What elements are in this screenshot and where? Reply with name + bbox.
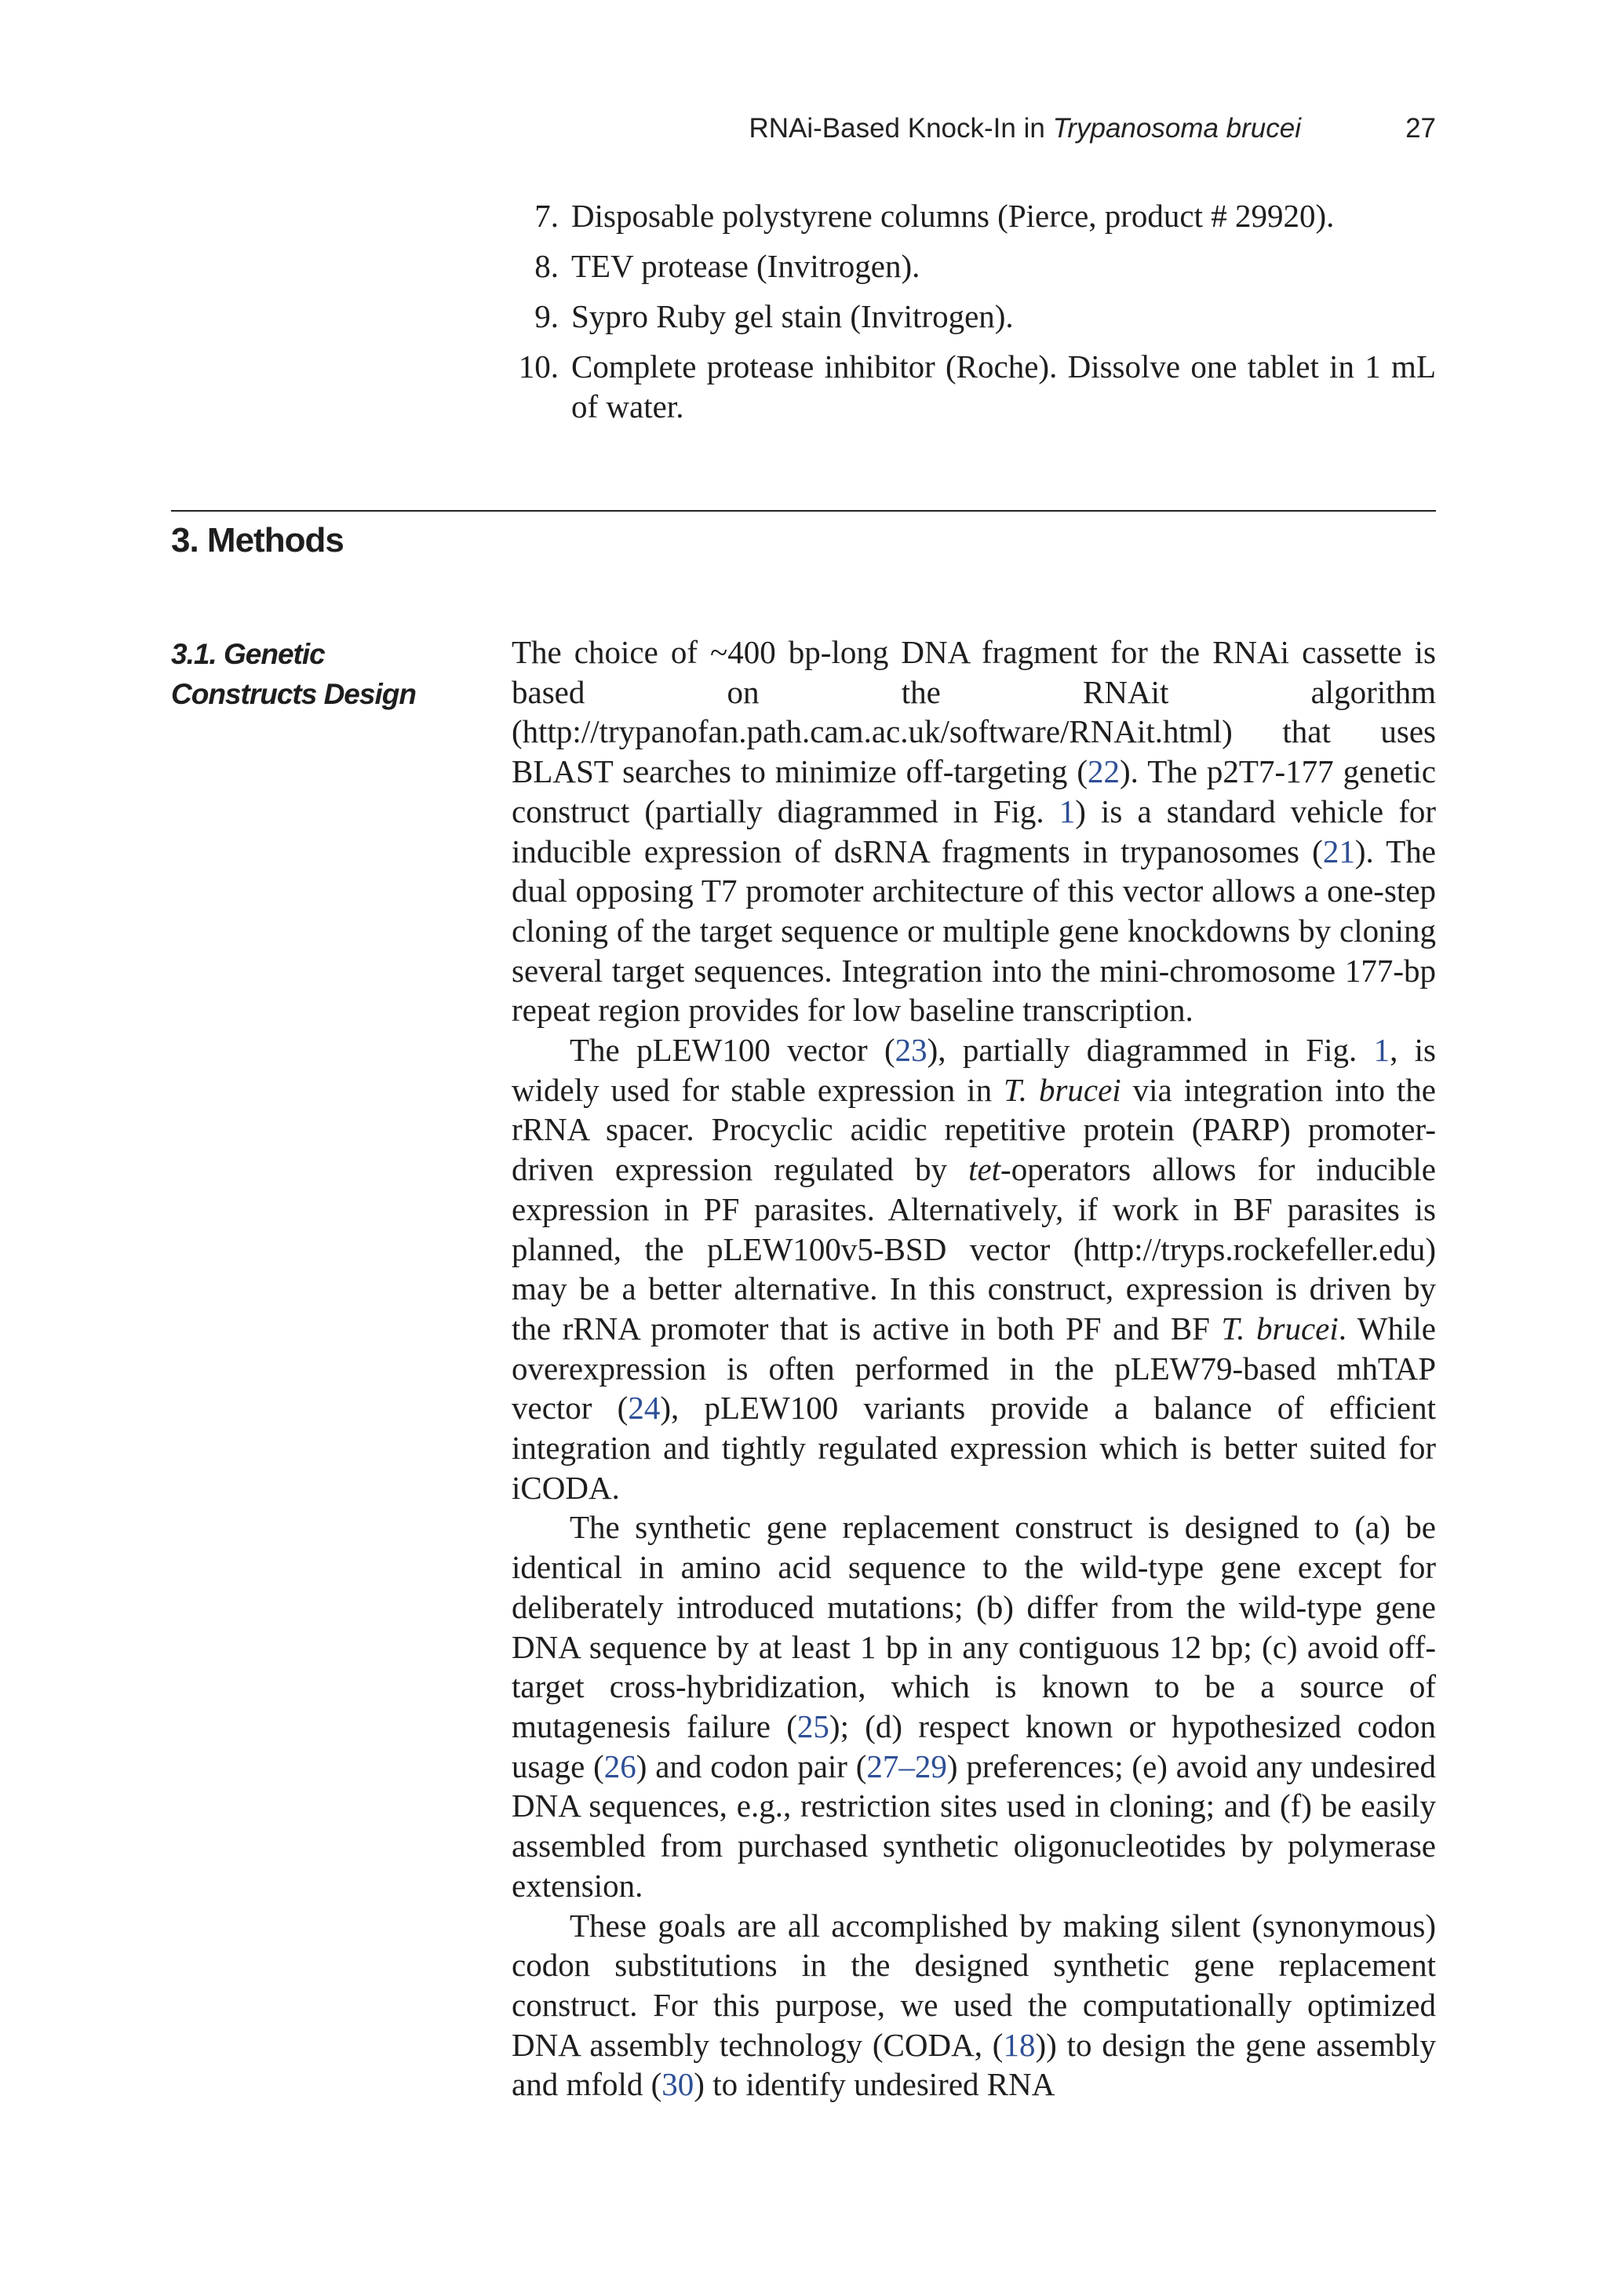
list-item	[508, 297, 1436, 337]
list-item-text: Complete protease inhibitor (Roche). Dissolve one tablet in 1 mL of water.	[571, 348, 1436, 425]
citation-link[interactable]: 26	[603, 1748, 636, 1784]
list-item-number: 7.	[534, 198, 559, 234]
citation-link[interactable]: 25	[796, 1707, 829, 1744]
section-divider	[171, 510, 1436, 512]
subsection-heading	[171, 634, 438, 714]
paragraph: The pLEW100 vector (23), partially diagrammed in Fig. 1, is widely used for stable expression in T. brucei via integration into the rRNA spacer. Procyclic acidic repetitive protein (PARP) promoter-driven expression regulated by tet-operators allows for inducible expression in PF parasites. Alternatively, if work in BF parasites is planned, the pLEW100v5-BSD vector (http://tryps.rockefeller.edu) may be a better alternative. In this construct, expression is driven by the rRNA promoter that is active in both PF and BF T. brucei. While overexpression is often performed in the pLEW79-based mhTAP vector (24), pLEW100 variants provide a balance of efficient integration and tightly regulated expression which is better suited for iCODA.	[512, 1032, 1436, 1506]
page-number: 27	[1405, 113, 1436, 144]
citation-link[interactable]: 23	[895, 1032, 927, 1069]
paragraph: The choice of ~400 bp-long DNA fragment for the RNAi cassette is based on the RNAit algorithm (http://trypanofan.path.cam.ac.uk/software/RNAit.html) that uses BLAST searches to minimize off-targeting (22). The p2T7-177 genetic construct (partially diagrammed in Fig. 1) is a standard vehicle for inducible expression of dsRNA fragments in trypanosomes (21). The dual opposing T7 promoter architecture of this vector allows a one-step cloning of the target sequence or multiple gene knockdowns by cloning several target sequences. Integration into the mini-chromosome 177-bp repeat region provides for low baseline transcription.	[512, 634, 1437, 1029]
materials-list	[508, 196, 1436, 437]
subsection-heading-line: Constructs Design	[171, 678, 416, 710]
species-name: Trypanosoma brucei	[1052, 113, 1301, 144]
list-item-text: TEV protease (Invitrogen).	[571, 248, 920, 284]
list-item	[508, 196, 1436, 236]
citation-link[interactable]: 24	[628, 1390, 661, 1427]
body-text	[512, 632, 1436, 2105]
citation-link[interactable]: 22	[1088, 753, 1121, 790]
citation-link[interactable]: 30	[661, 2066, 694, 2103]
subsection-heading-line: 3.1. Genetic	[171, 638, 325, 670]
list-item-text: Sypro Ruby gel stain (Invitrogen).	[571, 298, 1014, 334]
paragraph: The synthetic gene replacement construct is designed to (a) be identical in amino acid sequence to the wild-type gene except for deliberately introduced mutations; (b) differ from the wild-type gene DNA sequence by at least 1 bp in any contiguous 12 bp; (c) avoid off-target cross-hybridization, which is known to be a source of mutagenesis failure (25); (d) respect known or hypothesized codon usage (26) and codon pair (27–29) preferences; (e) avoid any undesired DNA sequences, e.g., restriction sites used in cloning; and (f) be easily assembled from purchased synthetic oligonucleotides by polymerase extension.	[512, 1509, 1436, 1904]
running-head-title: RNAi-Based Knock-In in Trypanosoma brucei	[749, 113, 1301, 144]
figure-link[interactable]: 1	[1059, 793, 1076, 829]
section-heading: 3. Methods	[171, 521, 344, 559]
list-item-number: 9.	[534, 298, 559, 334]
gene-term: tet	[968, 1151, 1001, 1188]
citation-link[interactable]: 21	[1322, 833, 1355, 869]
list-item	[508, 347, 1436, 427]
figure-link[interactable]: 1	[1373, 1032, 1390, 1069]
paragraph: These goals are all accomplished by making silent (synonymous) codon substitutions in the designed synthetic gene replacement construct. For this purpose, we used the computationally optimized DNA assembly technology (CODA, (18)) to design the gene assembly and mfold (30) to identify undesired RNA	[512, 1907, 1436, 2103]
list-item	[508, 246, 1436, 286]
citation-link[interactable]: 18	[1003, 2026, 1036, 2063]
list-item-number: 10.	[518, 348, 559, 384]
list-item-text: Disposable polystyrene columns (Pierce, product # 29920).	[571, 198, 1335, 234]
list-item-number: 8.	[534, 248, 559, 284]
species-name: T. brucei	[1004, 1071, 1121, 1108]
citation-link[interactable]: 27–29	[866, 1748, 947, 1784]
species-name: T. brucei	[1221, 1310, 1339, 1347]
